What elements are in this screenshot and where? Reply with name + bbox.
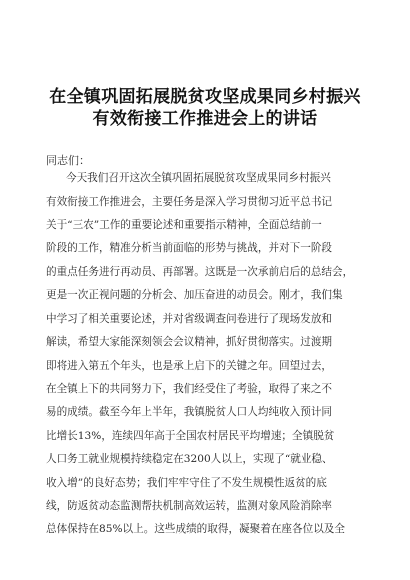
body-line: 人口务工就业规模持续稳定在3200人以上，实现了“就业稳、 bbox=[46, 453, 333, 465]
body-line: 的重点任务进行再动员、再部署。这既是一次承前启后的总结会， bbox=[46, 266, 354, 278]
body-line: 解读，希望大家能深刻领会会议精神，抓好贯彻落实。过渡期 bbox=[46, 336, 333, 348]
document-title-line-1: 在全镇巩固拓展脱贫攻坚成果同乡村振兴 bbox=[49, 87, 361, 107]
body-line: 线，防返贫动态监测帮扶机制高效运转，监测对象风险消除率 bbox=[46, 500, 333, 512]
body-line: 阶段的工作，精准分析当前面临的形势与挑战，并对下一阶段 bbox=[46, 242, 333, 254]
document-title-line-2: 有效衔接工作推进会上的讲话 bbox=[92, 109, 318, 129]
body-line: 收入增”的良好态势；我们牢牢守住了不发生规模性返贫的底 bbox=[46, 477, 327, 489]
body-line: 总体保持在85%以上。这些成绩的取得，凝聚着在座各位以及全 bbox=[46, 523, 345, 535]
body-line: 比增长13%，连续四年高于全国农村居民平均增速；全镇脱贫 bbox=[46, 430, 335, 442]
body-line: 关于“三农”工作的重要论述和重要指示精神，全面总结前一 bbox=[46, 219, 322, 231]
body-line: 更是一次正视问题的分析会、加压奋进的动员会。刚才，我们集 bbox=[46, 289, 343, 301]
body-line: 中学习了相关重要论述，并对省级调查问卷进行了现场发放和 bbox=[46, 313, 333, 325]
body-line: 有效衔接工作推进会，主要任务是深入学习贯彻习近平总书记 bbox=[46, 196, 333, 208]
body-line: 今天我们召开这次全镇巩固拓展脱贫攻坚成果同乡村振兴 bbox=[66, 172, 331, 184]
salutation: 同志们： bbox=[46, 154, 90, 167]
body-line: 易的成绩。截至今年上半年，我镇脱贫人口人均纯收入预计同 bbox=[46, 406, 333, 418]
body-line: 即将进入第五个年头，也是承上启下的关键之年。回望过去， bbox=[46, 360, 333, 372]
body-line: 在全镇上下的共同努力下，我们经受住了考验，取得了来之不 bbox=[46, 383, 333, 395]
